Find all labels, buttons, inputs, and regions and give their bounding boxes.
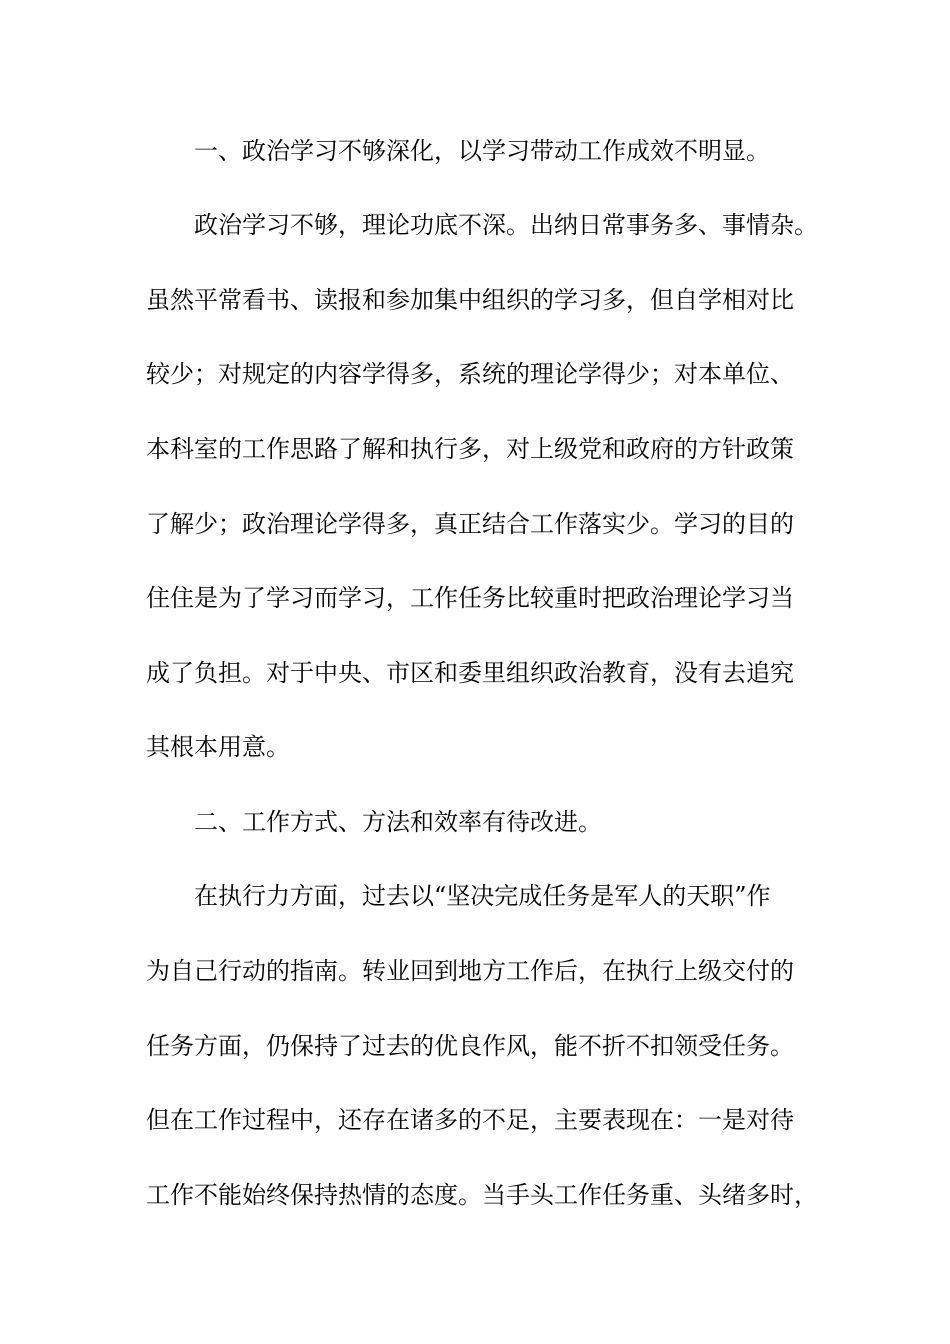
paragraph-line: 但在工作过程中，还存在诸多的不足，主要表现在：一是对待 — [146, 1106, 794, 1134]
paragraph-line: 政治学习不够，理论功底不深。出纳日常事务多、事情杂。 — [194, 211, 818, 239]
section-heading-2: 二、工作方式、方法和效率有待改进。 — [194, 808, 602, 836]
paragraph-line: 住住是为了学习而学习，工作任务比较重时把政治理论学习当 — [146, 584, 794, 612]
paragraph-line: 成了负担。对于中央、市区和委里组织政治教育，没有去追究 — [146, 659, 794, 687]
section-heading-1: 一、政治学习不够深化，以学习带动工作成效不明显。 — [194, 137, 770, 165]
paragraph-line: 虽然平常看书、读报和参加集中组织的学习多，但自学相对比 — [146, 286, 794, 314]
paragraph-line: 在执行力方面，过去以“坚决完成任务是军人的天职”作 — [194, 882, 771, 910]
paragraph-line: 了解少；政治理论学得多，真正结合工作落实少。学习的目的 — [146, 510, 794, 538]
paragraph-line: 工作不能始终保持热情的态度。当手头工作任务重、头绪多时， — [146, 1181, 818, 1209]
paragraph-line: 本科室的工作思路了解和执行多，对上级党和政府的方针政策 — [146, 435, 794, 463]
paragraph-line: 为自己行动的指南。转业回到地方工作后，在执行上级交付的 — [146, 957, 794, 985]
paragraph-line: 其根本用意。 — [146, 733, 290, 761]
paragraph-line: 较少；对规定的内容学得多，系统的理论学得少；对本单位、 — [146, 360, 794, 388]
paragraph-line: 任务方面，仍保持了过去的优良作风，能不折不扣领受任务。 — [146, 1032, 794, 1060]
